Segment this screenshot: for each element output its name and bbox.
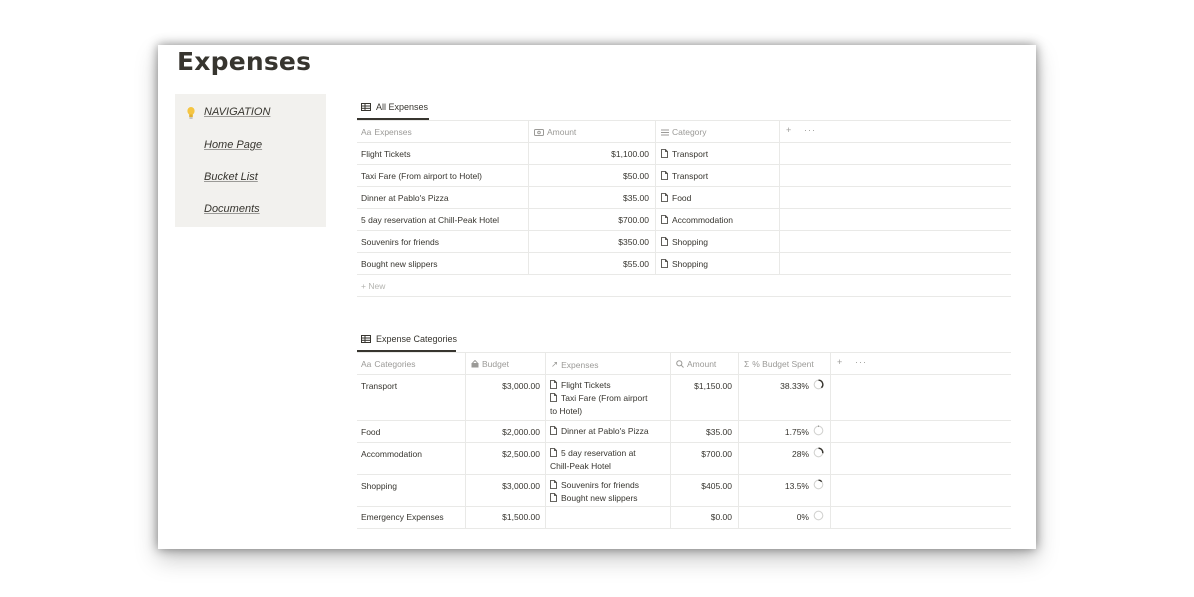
progress-arc [819,380,823,387]
more-options-button[interactable]: ··· [804,125,816,135]
expense-amount[interactable]: $50.00 [623,171,649,181]
column-divider [738,352,739,528]
divider [357,208,1011,209]
expense-category[interactable]: Transport [661,149,708,159]
column-header-budget[interactable]: Budget [471,359,509,369]
page-icon [661,171,668,180]
column-divider [545,352,546,528]
divider [357,420,1011,421]
progress-arc [819,480,822,481]
category-amount[interactable]: $700.00 [701,449,732,459]
nav-heading[interactable]: NAVIGATION [204,106,271,118]
progress-ring-icon [813,479,824,490]
formula-type-icon: Σ [744,359,750,369]
divider [357,374,1011,375]
budget-spent-percent[interactable]: 0% [796,512,809,522]
related-expenses[interactable]: 5 day reservation at Chill-Peak Hotel [550,448,636,471]
divider [357,230,1011,231]
divider [357,252,1011,253]
category-budget[interactable]: $2,000.00 [502,427,540,437]
related-expenses[interactable]: Souvenirs for friends Bought new slippers [550,479,639,505]
table-icon [361,103,371,111]
page-title: Expenses [177,47,312,76]
page-icon [661,215,668,224]
progress-ring-icon [813,510,824,521]
page-icon [550,393,557,402]
category-name[interactable]: Emergency Expenses [361,512,444,522]
column-divider [830,352,831,528]
expense-amount[interactable]: $700.00 [618,215,649,225]
add-column-button[interactable]: + [837,357,844,367]
expense-name[interactable]: Bought new slippers [361,259,438,269]
related-expenses[interactable]: Dinner at Pablo's Pizza [550,425,649,438]
divider [357,186,1011,187]
budget-spent-percent[interactable]: 28% [791,449,809,459]
table-icon [361,335,371,343]
tab-all-expenses-label: All Expenses [376,102,429,112]
page-icon [661,237,668,246]
page-icon [661,149,668,158]
expense-name[interactable]: 5 day reservation at Chill-Peak Hotel [361,215,499,225]
related-expenses[interactable]: Flight Tickets Taxi Fare (From airport to Hotel) [550,380,648,416]
divider [357,120,1011,121]
tab-expense-categories[interactable] [361,334,457,344]
category-budget[interactable]: $1,500.00 [502,512,540,522]
expense-amount[interactable]: $55.00 [623,259,649,269]
category-budget[interactable]: $2,500.00 [502,449,540,459]
divider [357,352,1011,353]
nav-link-bucket-list[interactable]: Bucket List [204,171,258,183]
navigation-callout [175,94,326,227]
page-icon [550,493,557,502]
expense-category[interactable]: Food [661,193,691,203]
more-options-button[interactable]: ··· [855,357,867,367]
expense-amount[interactable]: $350.00 [618,237,649,247]
search-icon [676,360,684,368]
page-icon [550,480,557,489]
category-amount[interactable]: $1,150.00 [694,381,732,391]
page-icon [550,426,557,435]
category-name[interactable]: Transport [361,381,398,391]
progress-ring-icon [813,447,824,458]
nav-link-home-page[interactable]: Home Page [204,139,263,151]
text-type-icon: Aa [361,127,372,137]
expense-name[interactable]: Taxi Fare (From airport to Hotel) [361,171,482,181]
divider [357,442,1011,443]
tab-all-expenses[interactable] [361,102,428,112]
relation-type-icon: ↗ [551,359,559,369]
column-header-expenses[interactable]: ↗ Expenses [551,359,599,370]
divider [357,528,1011,529]
column-header-amount[interactable]: Amount [676,359,716,369]
category-amount[interactable]: $35.00 [706,427,732,437]
lightbulb-icon [186,106,196,120]
divider [357,142,1011,143]
tab-expense-categories-label: Expense Categories [376,334,458,344]
category-amount[interactable]: $405.00 [701,481,732,491]
nav-link-documents[interactable]: Documents [204,203,260,215]
expense-name[interactable]: Dinner at Pablo's Pizza [361,193,449,203]
expense-name[interactable]: Flight Tickets [361,149,411,159]
divider [357,296,1011,297]
column-divider [465,352,466,528]
page-icon [661,193,668,202]
progress-ring-icon [813,425,824,436]
category-amount[interactable]: $0.00 [710,512,732,522]
budget-spent-percent[interactable]: 13.5% [784,481,809,491]
column-header-amount[interactable]: Amount [534,127,576,137]
column-header-categories[interactable]: Aa Categories [361,359,416,369]
column-divider [670,352,671,528]
category-budget[interactable]: $3,000.00 [502,481,540,491]
expense-category[interactable]: Accommodation [661,215,733,225]
text-type-icon: Aa [361,359,372,369]
expense-category[interactable]: Shopping [661,259,708,269]
divider [357,474,1011,475]
column-header-category[interactable]: Category [661,127,707,137]
category-name[interactable]: Food [361,427,381,437]
category-name[interactable]: Shopping [361,481,397,491]
divider [357,274,1011,275]
progress-ring-icon [813,379,824,390]
page-icon [550,380,557,389]
column-header-budget-spent[interactable]: Σ % Budget Spent [744,359,814,369]
progress-arc [819,448,823,453]
expense-name[interactable]: Souvenirs for friends [361,237,439,247]
budget-spent-percent[interactable]: 1.75% [784,427,809,437]
list-type-icon [661,129,669,136]
divider [357,506,1011,507]
number-type-icon [534,129,544,136]
divider [357,164,1011,165]
budget-spent-percent[interactable]: 38.33% [780,381,809,391]
page-icon [661,259,668,268]
new-row-button[interactable]: + New [361,281,386,291]
category-name[interactable]: Accommodation [361,449,422,459]
column-header-expenses[interactable]: Aa Expenses [361,127,412,137]
expense-amount[interactable]: $1,100.00 [611,149,649,159]
expense-category[interactable]: Shopping [661,237,708,247]
rollup-type-icon [471,360,479,368]
expense-category[interactable]: Transport [661,171,708,181]
category-budget[interactable]: $3,000.00 [502,381,540,391]
add-column-button[interactable]: + [786,125,793,135]
expense-amount[interactable]: $35.00 [623,193,649,203]
page-icon [550,448,557,457]
